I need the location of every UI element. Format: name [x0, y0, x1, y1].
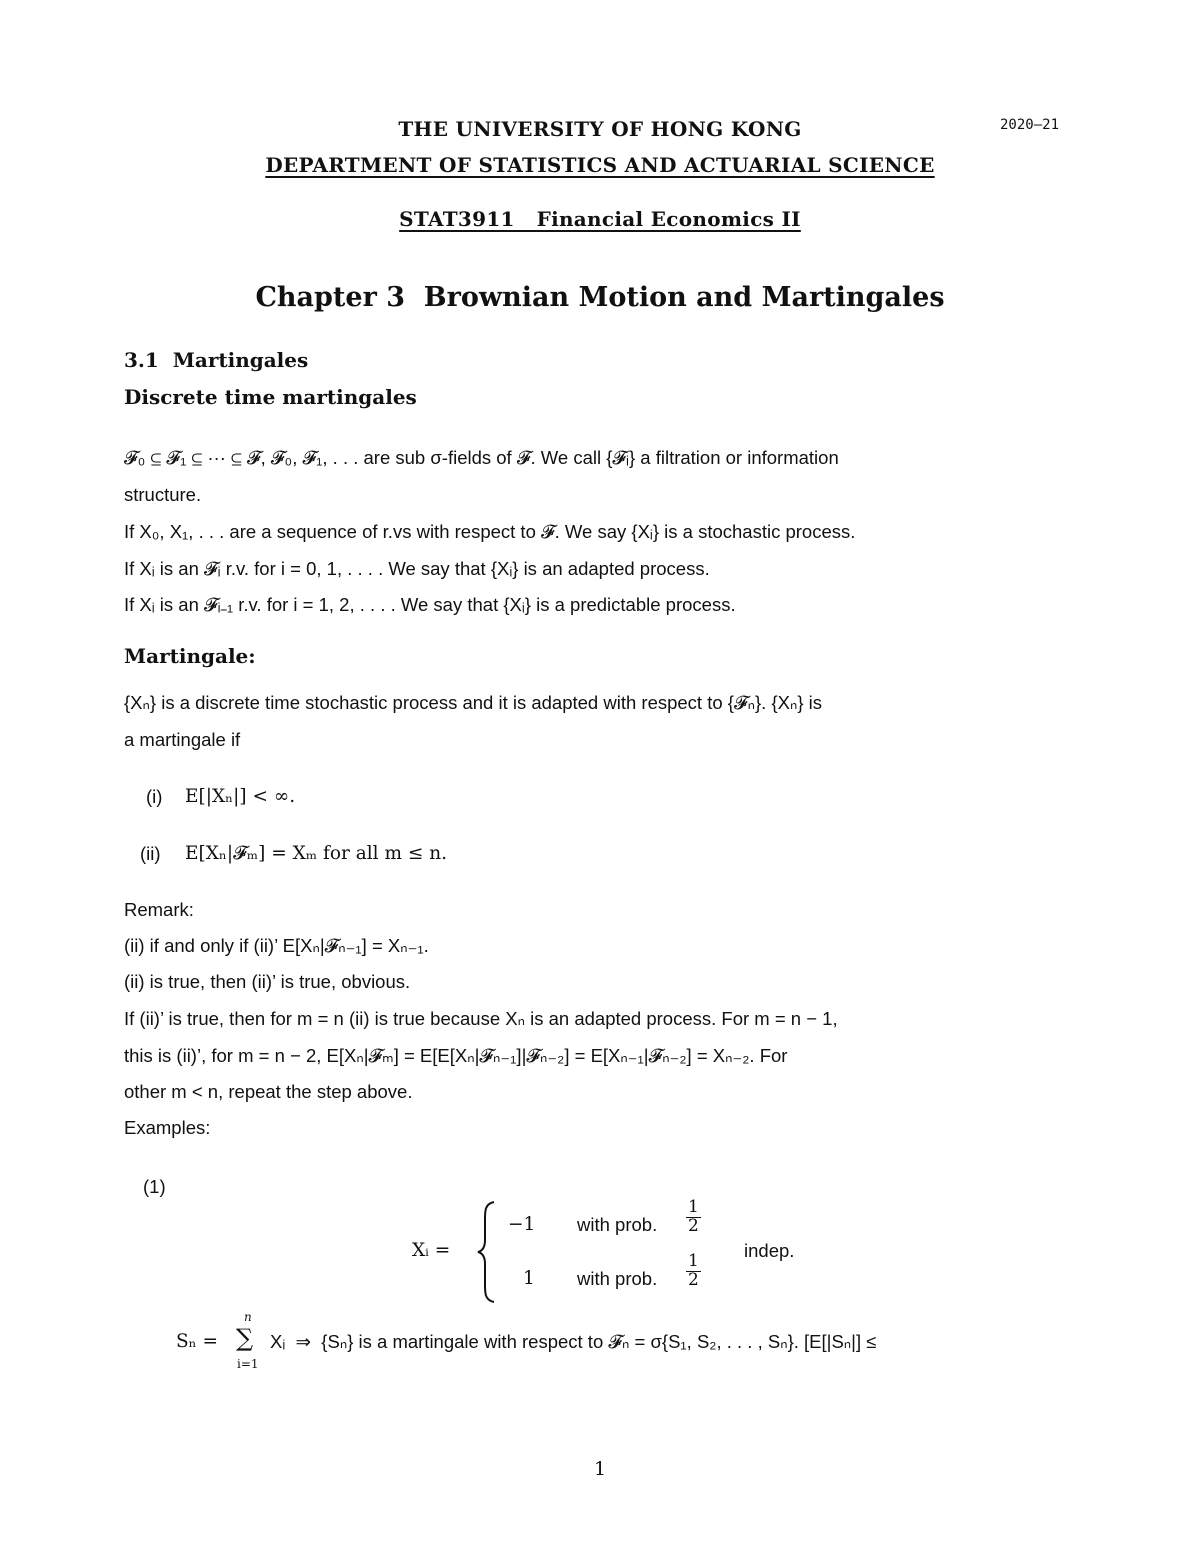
filtration-line-2: structure.: [124, 484, 202, 505]
independence-note: indep.: [744, 1240, 795, 1261]
case-2-text: with prob.: [577, 1268, 658, 1289]
remark-line-4: this is (ii)’, for m = n − 2, E[Xₙ|𝓕ₘ] = E[E[Xₙ|𝓕ₙ₋₁]|𝓕ₙ₋₂] = E[Xₙ₋₁|𝓕ₙ₋₂] = Xₙ₋₂. For: [124, 1045, 788, 1066]
remark-line-1: (ii) if and only if (ii)’ E[Xₙ|𝓕ₙ₋₁] = Xₙ₋₁.: [124, 935, 429, 956]
fraction-numerator: 1: [688, 1197, 699, 1217]
case-1-fraction: [686, 1199, 701, 1236]
examples-heading: Examples:: [124, 1117, 211, 1138]
subsection-heading: Discrete time martingales: [124, 385, 417, 409]
filtration-line-1: 𝓕₀ ⊆ 𝓕₁ ⊆ ··· ⊆ 𝓕, 𝓕₀, 𝓕₁, . . . are sub σ-fields of 𝓕. We call {𝓕ᵢ} a filtration or information: [124, 447, 839, 468]
summation-icon: ∑: [236, 1324, 254, 1352]
adapted-process-line: If Xᵢ is an 𝓕ᵢ r.v. for i = 0, 1, . . . . We say that {Xᵢ} is an adapted process.: [124, 558, 710, 579]
condition-ii-label: (ii): [140, 843, 161, 864]
department-title: DEPARTMENT OF STATISTICS AND ACTUARIAL SCIENCE: [265, 153, 935, 177]
stochastic-process-line: If X₀, X₁, . . . are a sequence of r.vs with respect to 𝓕. We say {Xᵢ} is a stochastic process.: [124, 521, 856, 542]
predictable-process-line: If Xᵢ is an 𝓕ᵢ₋₁ r.v. for i = 1, 2, . . . . We say that {Xᵢ} is a predictable process.: [124, 594, 736, 615]
sum-lower-limit: i=1: [237, 1357, 259, 1371]
left-brace-icon: [476, 1200, 498, 1304]
sum-statement: Xᵢ ⇒ {Sₙ} is a martingale with respect to 𝓕ₙ = σ{S₁, S₂, . . . , Sₙ}. [E[|Sₙ|] ≤: [270, 1331, 877, 1352]
fraction-denominator: 2: [688, 1269, 699, 1290]
sum-upper-limit: n: [244, 1310, 252, 1324]
remark-line-5: other m < n, repeat the step above.: [124, 1081, 413, 1102]
fraction-numerator: 1: [688, 1251, 699, 1271]
fraction-denominator: 2: [688, 1215, 699, 1236]
university-title: THE UNIVERSITY OF HONG KONG: [398, 117, 802, 141]
martingale-heading: Martingale:: [124, 644, 256, 668]
remark-line-2: (ii) is true, then (ii)’ is true, obvious.: [124, 971, 411, 992]
example-1-label: (1): [143, 1176, 166, 1197]
case-2-value: 1: [523, 1268, 535, 1289]
remark-heading: Remark:: [124, 899, 194, 920]
case-1-text: with prob.: [577, 1214, 658, 1235]
section-heading: 3.1 Martingales: [124, 348, 309, 372]
academic-year: 2020–21: [1000, 117, 1060, 133]
page-number: 1: [593, 1458, 607, 1480]
remark-line-3: If (ii)’ is true, then for m = n (ii) is true because Xₙ is an adapted process. For m = n − 1,: [124, 1008, 838, 1029]
chapter-title: Chapter 3 Brownian Motion and Martingales: [255, 282, 945, 313]
case-1-value: −1: [508, 1214, 536, 1235]
martingale-def-line-1: {Xₙ} is a discrete time stochastic process and it is adapted with respect to {𝓕ₙ}. {Xₙ} is: [124, 692, 823, 713]
xi-lhs: Xᵢ =: [412, 1240, 451, 1261]
case-2-fraction: [686, 1253, 701, 1290]
condition-i: E[|Xₙ|] < ∞.: [185, 786, 296, 807]
condition-ii: E[Xₙ|𝓕ₘ] = Xₘ for all m ≤ n.: [185, 843, 448, 864]
course-title: STAT3911 Financial Economics II: [399, 207, 801, 231]
sum-lhs: Sₙ =: [176, 1331, 219, 1352]
condition-i-label: (i): [146, 786, 163, 807]
martingale-def-line-2: a martingale if: [124, 729, 241, 750]
